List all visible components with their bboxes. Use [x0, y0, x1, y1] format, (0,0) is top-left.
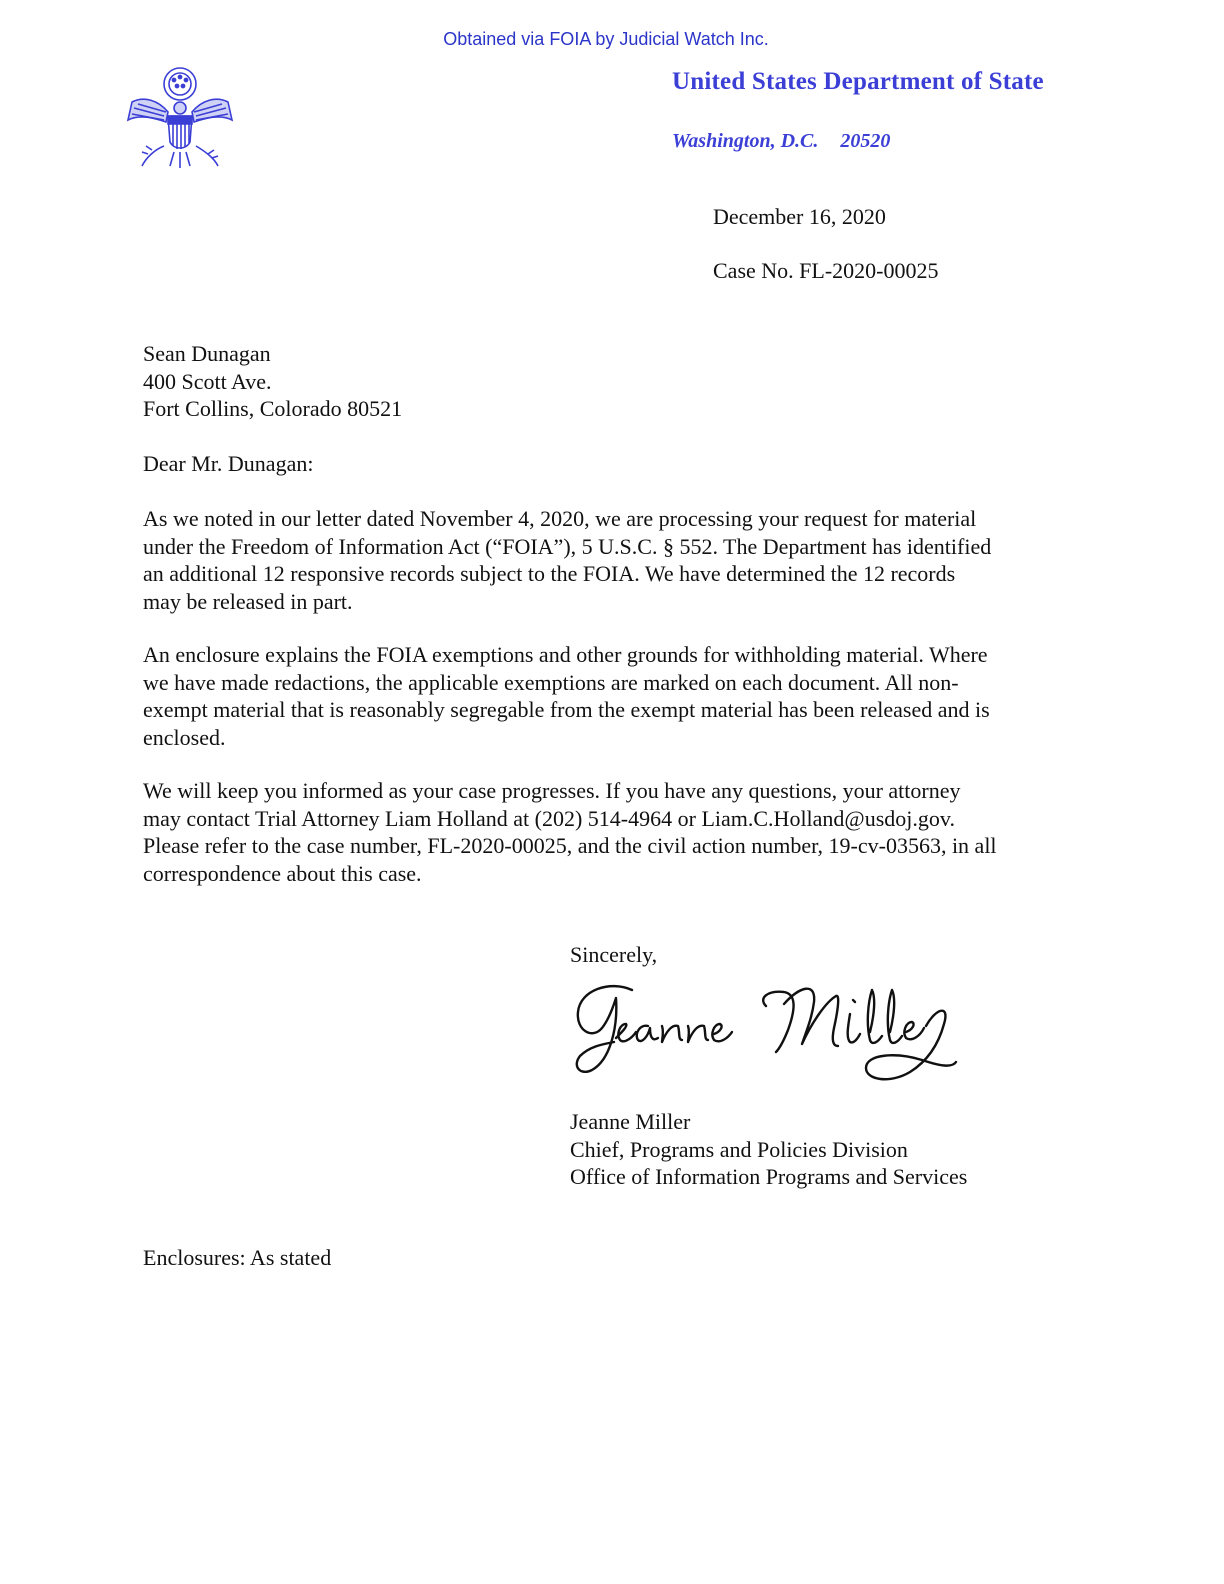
signature-block [570, 1108, 967, 1191]
paragraph-line: We will keep you informed as your case progresses. If you have any questions, your attorney [143, 778, 961, 803]
letter-date: December 16, 2020 [713, 204, 886, 229]
case-number: Case No. FL-2020-00025 [713, 258, 939, 283]
recipient-address [143, 340, 402, 423]
paragraph-line: may be released in part. [143, 588, 353, 614]
body-paragraph [143, 505, 1083, 615]
paragraph-line: may contact Trial Attorney Liam Holland at (202) 514-4964 or Liam.C.Holland@usdoj.gov. [143, 805, 955, 831]
paragraph-line: under the Freedom of Information Act (“FOIA”), 5 U.S.C. § 552. The Department has identified [143, 533, 992, 559]
paragraph-line: an additional 12 responsive records subject to the FOIA. We have determined the 12 records [143, 561, 956, 586]
paragraph-line: correspondence about this case. [143, 860, 422, 886]
paragraph-line: As we noted in our letter dated November 4, 2020, we are processing your request for material [143, 506, 977, 531]
signatory-office: Office of Information Programs and Services [570, 1164, 968, 1189]
recipient-name: Sean Dunagan [143, 341, 271, 366]
paragraph-line: we have made redactions, the applicable exemptions are marked on each document. All non- [143, 669, 959, 695]
closing: Sincerely, [570, 942, 658, 967]
recipient-street: 400 Scott Ave. [143, 368, 272, 394]
paragraph-line: An enclosure explains the FOIA exemptions and other grounds for withholding material. Where [143, 642, 988, 667]
handwritten-signature [570, 968, 970, 1108]
body-paragraph [143, 777, 1083, 887]
enclosures-note: Enclosures: As stated [143, 1245, 332, 1270]
recipient-city: Fort Collins, Colorado 80521 [143, 396, 403, 421]
agency-city: Washington, D.C. [672, 130, 819, 152]
paragraph-line: enclosed. [143, 724, 226, 750]
signatory-name: Jeanne Miller [570, 1109, 691, 1134]
body-paragraph [143, 641, 1083, 751]
agency-zip: 20520 [840, 130, 891, 152]
agency-address [672, 130, 890, 153]
foia-watermark: Obtained via FOIA by Judicial Watch Inc. [443, 29, 769, 49]
salutation: Dear Mr. Dunagan: [143, 451, 314, 476]
signatory-title: Chief, Programs and Policies Division [570, 1136, 908, 1162]
agency-name: United States Department of State [672, 68, 1044, 95]
paragraph-line: exempt material that is reasonably segregable from the exempt material has been released and is [143, 697, 990, 722]
paragraph-line: Please refer to the case number, FL-2020-00025, and the civil action number, 19-cv-03563, in all [143, 833, 997, 858]
great-seal-icon [124, 62, 236, 174]
